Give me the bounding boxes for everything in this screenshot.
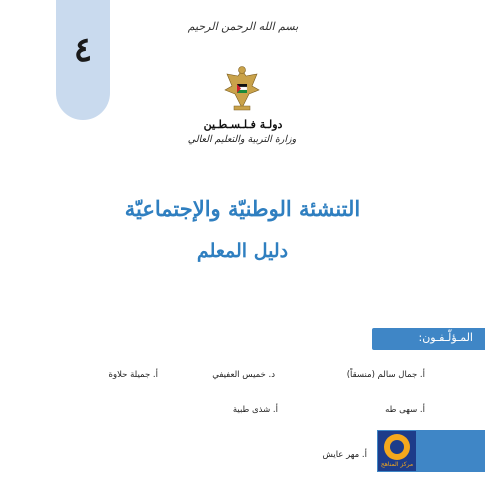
author-name: أ. شذى طبية: [232, 405, 278, 415]
author-name: د. خميس العفيفي: [212, 370, 275, 380]
state-name: دولـة فـلـسـطـين: [203, 118, 283, 131]
author-name: أ. سهى طه: [385, 405, 425, 415]
author-name: أ. جميلة حلاوة: [108, 370, 158, 380]
authors-label: المـؤلّـفـون:: [418, 331, 473, 344]
logo-ring-icon: [384, 434, 410, 460]
ministry-name: وزارة التربية والتعليم العالي: [187, 134, 297, 145]
authors-header-bar: [372, 328, 485, 350]
grade-number: ٤: [73, 30, 93, 70]
grade-tab: [56, 0, 110, 120]
author-name: أ. مهر عايش: [322, 450, 367, 460]
book-subtitle: دليل المعلم: [196, 240, 289, 262]
book-title: التنشئة الوطنيّة والإجتماعيّة: [124, 196, 361, 221]
palestine-eagle-emblem: [222, 64, 262, 114]
logo-text: مركز المناهج: [380, 461, 414, 468]
curriculum-center-logo: [378, 431, 416, 471]
basmala: بسم الله الرحمن الرحيم: [187, 20, 299, 33]
author-name: أ. جمال سالم (منسقاً): [346, 370, 425, 380]
